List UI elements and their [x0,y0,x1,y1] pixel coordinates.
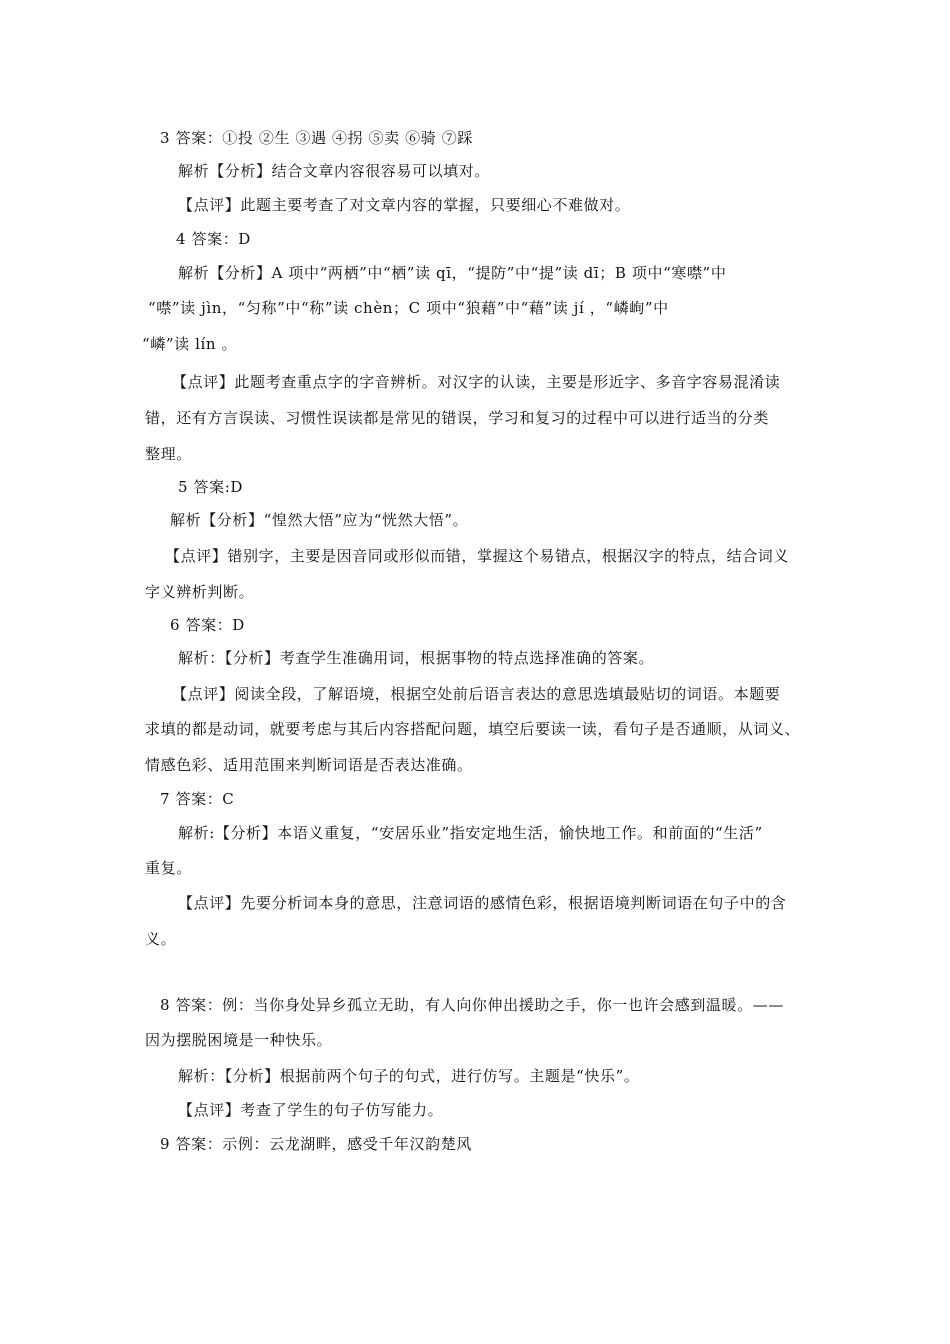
analysis-3-line: 解析【分析】结合文章内容很容易可以填对。 [178,162,491,180]
analysis-6-line: 解析：【分析】考查学生准确用词，根据事物的特点选择准确的答案。 [178,649,655,667]
comment-6-line-3: 情感色彩、适用范围来判断词语是否表达准确。 [145,756,473,774]
comment-5-line-2: 字义辨析判断。 [145,583,255,601]
answer-8-line-1: 8 答案：例：当你身处异乡孤立无助，有人向你伸出援助之手，你一也许会感到温暖。—— [160,996,784,1014]
comment-4-line-3: 整理。 [145,445,192,463]
comment-4-line-1: 【点评】此题考查重点字的字音辨析。对汉字的认读，主要是形近字、多音字容易混淆读 [172,373,781,391]
comment-5-line-1: 【点评】错别字，主要是因音同或形似而错，掌握这个易错点，根据汉字的特点，结合词义 [165,547,790,565]
answer-9-line: 9 答案：示例：云龙湖畔，感受千年汉韵楚风 [160,1135,472,1153]
answer-5-line: 5 答案:D [178,478,243,496]
answer-3-line: 3 答案：①投 ②生 ③遇 ④拐 ⑤卖 ⑥骑 ⑦踩 [160,129,473,147]
comment-6-line-1: 【点评】阅读全段，了解语境，根据空处前后语言表达的意思选填最贴切的词语。本题要 [172,685,781,703]
answer-7-line: 7 答案：C [160,790,235,808]
answer-6-line: 6 答案：D [170,616,245,634]
analysis-8-line: 解析：【分析】根据前两个句子的句式，进行仿写。主题是“快乐”。 [178,1067,640,1085]
comment-3-line: 【点评】此题主要考查了对文章内容的掌握，只要细心不难做对。 [178,196,631,214]
answer-4-line: 4 答案：D [176,230,251,248]
analysis-5-line: 解析【分析】“惶然大悟”应为“恍然大悟”。 [170,511,469,529]
analysis-4-line-3: “嶙”读 lín 。 [142,335,238,353]
comment-7-line-1: 【点评】先要分析词本身的意思，注意词语的感情色彩，根据语境判断词语在句子中的含 [178,894,787,912]
analysis-7-line-1: 解析:【分析】本语义重复，“安居乐业”指安定地生活，愉快地工作。和前面的“生活” [178,824,763,842]
comment-6-line-2: 求填的都是动词，就要考虑与其后内容搭配问题，填空后要读一读，看句子是否通顺，从词义、 [145,720,801,738]
analysis-4-line-2: “噤”读 jìn，“匀称”中“称”读 chèn；C 项中“狼藉”中“藉”读 jí ，“嶙峋”中 [148,299,669,317]
answer-8-line-2: 因为摆脱困境是一种快乐。 [145,1031,333,1049]
comment-8-line: 【点评】考查了学生的句子仿写能力。 [178,1101,444,1119]
comment-4-line-2: 错，还有方言误读、习惯性误读都是常见的错误，学习和复习的过程中可以进行适当的分类 [145,409,770,427]
comment-7-line-2: 义。 [145,930,177,948]
analysis-7-line-2: 重复。 [145,859,192,877]
analysis-4-line-1: 解析【分析】A 项中“两栖”中“栖”读 qī，“提防”中“提”读 dī；B 项中“寒噤”中 [178,264,727,282]
